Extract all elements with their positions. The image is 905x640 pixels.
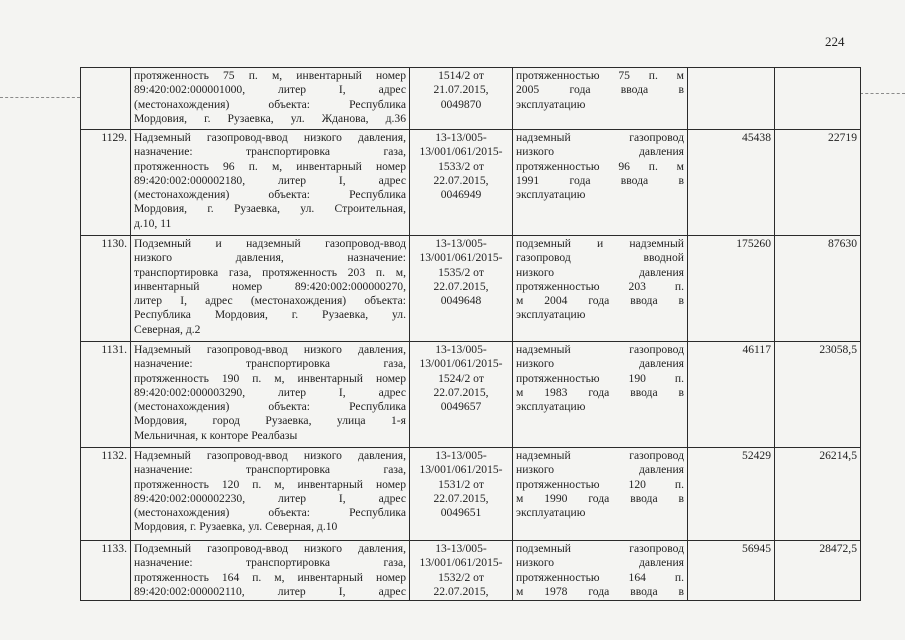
cell-line: м 2004 года ввода в — [516, 294, 684, 308]
object-characteristics — [513, 448, 688, 541]
cell-line: эксплуатацию — [516, 308, 586, 322]
cell-line: Мордовия, г. Рузаевка, ул. Строительная, — [134, 202, 406, 216]
cell-line: 0049648 — [440, 294, 482, 308]
object-description — [131, 68, 410, 130]
cell-line: назначение: транспортировка газа, — [134, 556, 406, 570]
cell-line: 89:420:002:000001000, литер I, адрес — [134, 83, 406, 97]
cell-line: Мельничная, к конторе Реалбазы — [134, 428, 298, 442]
registration-record — [410, 236, 513, 342]
cell-line: 13-13/005- — [435, 449, 487, 462]
cell-line: 0049651 — [440, 506, 482, 520]
registration-record — [410, 448, 513, 541]
cell-line: низкого давления — [516, 357, 684, 371]
cell-line: литер I, адрес (местонахождения) объекта: — [134, 294, 406, 308]
table-row — [81, 342, 861, 448]
cell-line: 13/001/061/2015- — [419, 145, 503, 159]
cell-line: инвентарный номер 89:420:002:000000270, — [134, 279, 406, 293]
cell-line: (местонахождения) объекта: Республика — [134, 400, 406, 414]
cell-line: м 1990 года ввода в — [516, 491, 684, 505]
table-row — [81, 541, 861, 601]
row-number: 1130. — [81, 236, 131, 342]
cell-line: м 1978 года ввода в — [516, 584, 684, 598]
cell-line: транспортировка газа, протяженность 203 п. м, — [134, 265, 406, 279]
value-column-1: 52429 — [688, 448, 775, 541]
cell-line: 22.07.2015, — [433, 279, 489, 293]
cell-line: 13-13/005- — [435, 131, 487, 144]
cell-line: 1991 года ввода в — [516, 173, 684, 187]
cell-line: эксплуатацию — [516, 400, 586, 414]
cell-line: назначение: транспортировка газа, — [134, 145, 406, 159]
cell-line: 13-13/005- — [435, 542, 487, 555]
cell-line: 13/001/061/2015- — [419, 357, 503, 371]
value-column-1 — [688, 68, 775, 130]
registration-record — [410, 130, 513, 236]
cell-line: м 1983 года ввода в — [516, 385, 684, 399]
row-number: 1129. — [81, 130, 131, 236]
registration-record — [410, 342, 513, 448]
object-description — [131, 541, 410, 601]
cell-line: 13/001/061/2015- — [419, 463, 503, 477]
cell-line: Северная, д.2 — [134, 322, 201, 336]
object-description — [131, 236, 410, 342]
cell-line: Надземный газопровод-ввод низкого давления, — [134, 449, 406, 462]
cell-line: низкого давления — [516, 463, 684, 477]
cell-line: подземный газопровод — [516, 542, 684, 555]
cell-line: протяженностью 120 п. — [516, 477, 684, 491]
scan-artifact-line — [860, 93, 905, 94]
cell-line: 13-13/005- — [435, 343, 487, 356]
table-row — [81, 130, 861, 236]
cell-line: эксплуатацию — [516, 97, 586, 111]
cell-line: Мордовия, г. Рузаевка, ул. Северная, д.10 — [134, 520, 338, 534]
object-characteristics — [513, 68, 688, 130]
cell-line: протяженностью 75 п. м — [516, 69, 684, 82]
object-description — [131, 130, 410, 236]
cell-line: 22.07.2015, — [433, 491, 489, 505]
cell-line: Подземный и надземный газопровод-ввод — [134, 237, 406, 250]
cell-line: 0049657 — [440, 400, 482, 414]
cell-line: 1514/2 от — [438, 69, 484, 82]
cell-line: протяженностью 190 п. — [516, 371, 684, 385]
cell-line: 1533/2 от — [438, 159, 484, 173]
cell-line: протяженностью 203 п. — [516, 279, 684, 293]
value-column-2: 23058,5 — [775, 342, 861, 448]
registration-record — [410, 541, 513, 601]
cell-line: 1535/2 от — [438, 265, 484, 279]
row-number — [81, 68, 131, 130]
registration-record — [410, 68, 513, 130]
cell-line: Подземный газопровод-ввод низкого давления, — [134, 542, 406, 555]
row-number: 1132. — [81, 448, 131, 541]
cell-line: 1524/2 от — [438, 371, 484, 385]
row-number: 1133. — [81, 541, 131, 601]
cell-line: 0049870 — [440, 97, 482, 111]
table-body — [81, 68, 861, 601]
object-description — [131, 342, 410, 448]
cell-line: протяженность 120 п. м, инвентарный номер — [134, 477, 406, 491]
cell-line: 21.07.2015, — [433, 83, 489, 97]
cell-line: 2005 года ввода в — [516, 83, 684, 97]
cell-line: назначение: транспортировка газа, — [134, 357, 406, 371]
value-column-1: 46117 — [688, 342, 775, 448]
cell-line: 89:420:002:000002110, литер I, адрес — [134, 584, 406, 598]
cell-line: протяженностью 96 п. м — [516, 159, 684, 173]
cell-line: низкого давления — [516, 265, 684, 279]
cell-line: 1532/2 от — [438, 570, 484, 584]
cell-line: Мордовия, г. Рузаевка, ул. Жданова, д.36 — [134, 111, 406, 125]
cell-line: 13/001/061/2015- — [419, 556, 503, 570]
cell-line: (местонахождения) объекта: Республика — [134, 97, 406, 111]
object-characteristics — [513, 236, 688, 342]
cell-line: протяженность 164 п. м, инвентарный номер — [134, 570, 406, 584]
cell-line: 22.07.2015, — [433, 385, 489, 399]
table-row — [81, 448, 861, 541]
cell-line: низкого давления — [516, 145, 684, 159]
cell-line: 1531/2 от — [438, 477, 484, 491]
scan-artifact-line — [0, 97, 80, 98]
page-number: 224 — [825, 34, 845, 49]
value-column-2: 28472,5 — [775, 541, 861, 601]
cell-line: низкого давления, назначение: — [134, 251, 406, 265]
cell-line: 89:420:002:000003290, литер I, адрес — [134, 385, 406, 399]
cell-line: надземный газопровод — [516, 343, 684, 356]
cell-line: (местонахождения) объекта: Республика — [134, 188, 406, 202]
cell-line: эксплуатацию — [516, 188, 586, 202]
object-characteristics — [513, 541, 688, 601]
row-number: 1131. — [81, 342, 131, 448]
value-column-2: 26214,5 — [775, 448, 861, 541]
cell-line: низкого давления — [516, 556, 684, 570]
cell-line: протяженность 96 п. м, инвентарный номер — [134, 159, 406, 173]
object-characteristics — [513, 130, 688, 236]
cell-line: (местонахождения) объекта: Республика — [134, 506, 406, 520]
cell-line: газопровод вводной — [516, 251, 684, 265]
property-register-table — [80, 67, 861, 601]
cell-line: 22.07.2015, — [433, 173, 489, 187]
cell-line: Республика Мордовия, г. Рузаевка, ул. — [134, 308, 406, 322]
cell-line: протяженностью 164 п. — [516, 570, 684, 584]
cell-line: надземный газопровод — [516, 131, 684, 144]
value-column-2: 22719 — [775, 130, 861, 236]
table-row — [81, 68, 861, 130]
cell-line: протяженность 190 п. м, инвентарный номер — [134, 371, 406, 385]
value-column-1: 56945 — [688, 541, 775, 601]
object-characteristics — [513, 342, 688, 448]
cell-line: эксплуатацию — [516, 506, 586, 520]
cell-line: 0046949 — [440, 188, 482, 202]
cell-line: протяженность 75 п. м, инвентарный номер — [134, 69, 406, 82]
cell-line: Надземный газопровод-ввод низкого давления, — [134, 131, 406, 144]
cell-line: 13-13/005- — [435, 237, 487, 250]
table-row — [81, 236, 861, 342]
cell-line: Надземный газопровод-ввод низкого давления, — [134, 343, 406, 356]
cell-line: 89:420:002:000002230, литер I, адрес — [134, 491, 406, 505]
value-column-1: 175260 — [688, 236, 775, 342]
cell-line: д.10, 11 — [134, 216, 172, 230]
object-description — [131, 448, 410, 541]
value-column-1: 45438 — [688, 130, 775, 236]
cell-line: подземный и надземный — [516, 237, 684, 250]
cell-line: назначение: транспортировка газа, — [134, 463, 406, 477]
value-column-2 — [775, 68, 861, 130]
cell-line: Мордовия, город Рузаевка, улица 1-я — [134, 414, 406, 428]
cell-line: 13/001/061/2015- — [419, 251, 503, 265]
cell-line: надземный газопровод — [516, 449, 684, 462]
cell-line: 89:420:002:000002180, литер I, адрес — [134, 173, 406, 187]
value-column-2: 87630 — [775, 236, 861, 342]
cell-line: 22.07.2015, — [433, 584, 489, 598]
